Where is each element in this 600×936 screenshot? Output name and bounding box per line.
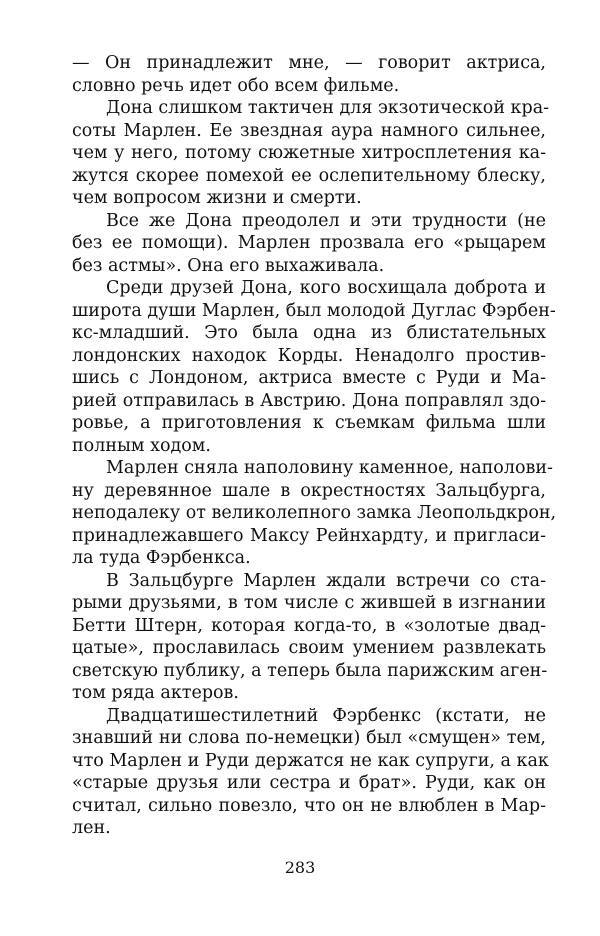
- paragraph: [72, 97, 550, 210]
- text-line: без ее помощи). Марлен прозвала его «рыцарем: [72, 233, 546, 253]
- text-line: рыми друзьями, в том числе с жившей в изгнании: [72, 593, 546, 613]
- paragraph: [72, 277, 556, 457]
- text-line: Среди друзей Дона, кого восхищала доброта и: [106, 278, 546, 298]
- text-line: знавший ни слова по-немецки) был «смущен» тем,: [72, 728, 546, 748]
- text-line: цатые», прославилась своим умением развлекать: [72, 638, 546, 658]
- text-line: «старые друзья или сестра и брат». Руди, как он: [72, 773, 546, 793]
- text-line: ну деревянное шале в окрестностях Зальцбурга,: [72, 480, 546, 501]
- text-line: рией отправилась в Австрию. Дона поправлял здо-: [72, 390, 546, 411]
- text-line: чем вопросом жизни и смерти.: [72, 188, 362, 208]
- page-body: [72, 52, 557, 840]
- text-line: полным ходом.: [72, 435, 211, 456]
- paragraph: [72, 705, 549, 840]
- text-line: Марлен сняла наполовину каменное, наполови-: [106, 458, 553, 478]
- paragraph: [72, 210, 546, 278]
- text-line: принадлежавшего Максу Рейнхардту, и пригласи-: [72, 525, 546, 546]
- text-line: лен.: [72, 818, 111, 838]
- text-line: — Он принадлежит мне, — говорит актриса,: [72, 53, 546, 73]
- text-line: соты Марлен. Ее звездная аура намного сильнее,: [72, 120, 546, 141]
- text-line: ровье, а приготовления к съемкам фильма шли: [72, 413, 546, 433]
- text-line: без астмы». Она его выхаживала.: [72, 255, 385, 276]
- paragraph: [72, 52, 546, 97]
- page-number: 283: [284, 858, 316, 877]
- text-line: В Зальцбурге Марлен ждали встречи со ста-: [106, 570, 546, 591]
- text-line: ла туда Фэрбенкса.: [72, 548, 251, 568]
- text-line: широта души Марлен, был молодой Дуглас Фэрбен-: [72, 300, 556, 321]
- text-line: том ряда актеров.: [72, 683, 239, 703]
- text-line: Дона слишком тактичен для экзотической кра-: [106, 98, 550, 118]
- text-line: считал, сильно повезло, что он не влюблен в Мар-: [72, 795, 546, 816]
- text-line: неподалеку от великолепного замка Леопольдкрон,: [72, 503, 557, 523]
- paragraph: [72, 570, 546, 705]
- text-line: светскую публику, а теперь была парижским аген-: [72, 660, 548, 681]
- text-line: лондонских находок Корды. Ненадолго простив-: [72, 345, 546, 366]
- text-line: жутся скорее помехой ее ослепительному блеску,: [72, 165, 546, 186]
- text-line: Бетти Штерн, которая когда-то, в «золотые двад-: [72, 615, 546, 636]
- text-line: чем у него, потому сюжетные хитросплетения ка-: [72, 143, 546, 163]
- text-line: кс-младший. Это была одна из блистательных: [72, 323, 546, 343]
- text-line: Двадцатишестилетний Фэрбенкс (кстати, не: [106, 705, 546, 726]
- text-line: что Марлен и Руди держатся не как супруги, а как: [72, 750, 549, 771]
- text-line: Все же Дона преодолел и эти трудности (не: [106, 210, 546, 231]
- text-line: словно речь идет обо всем фильме.: [72, 75, 400, 96]
- paragraph: [72, 457, 557, 570]
- text-line: шись с Лондоном, актриса вместе с Руди и Ма-: [72, 368, 546, 388]
